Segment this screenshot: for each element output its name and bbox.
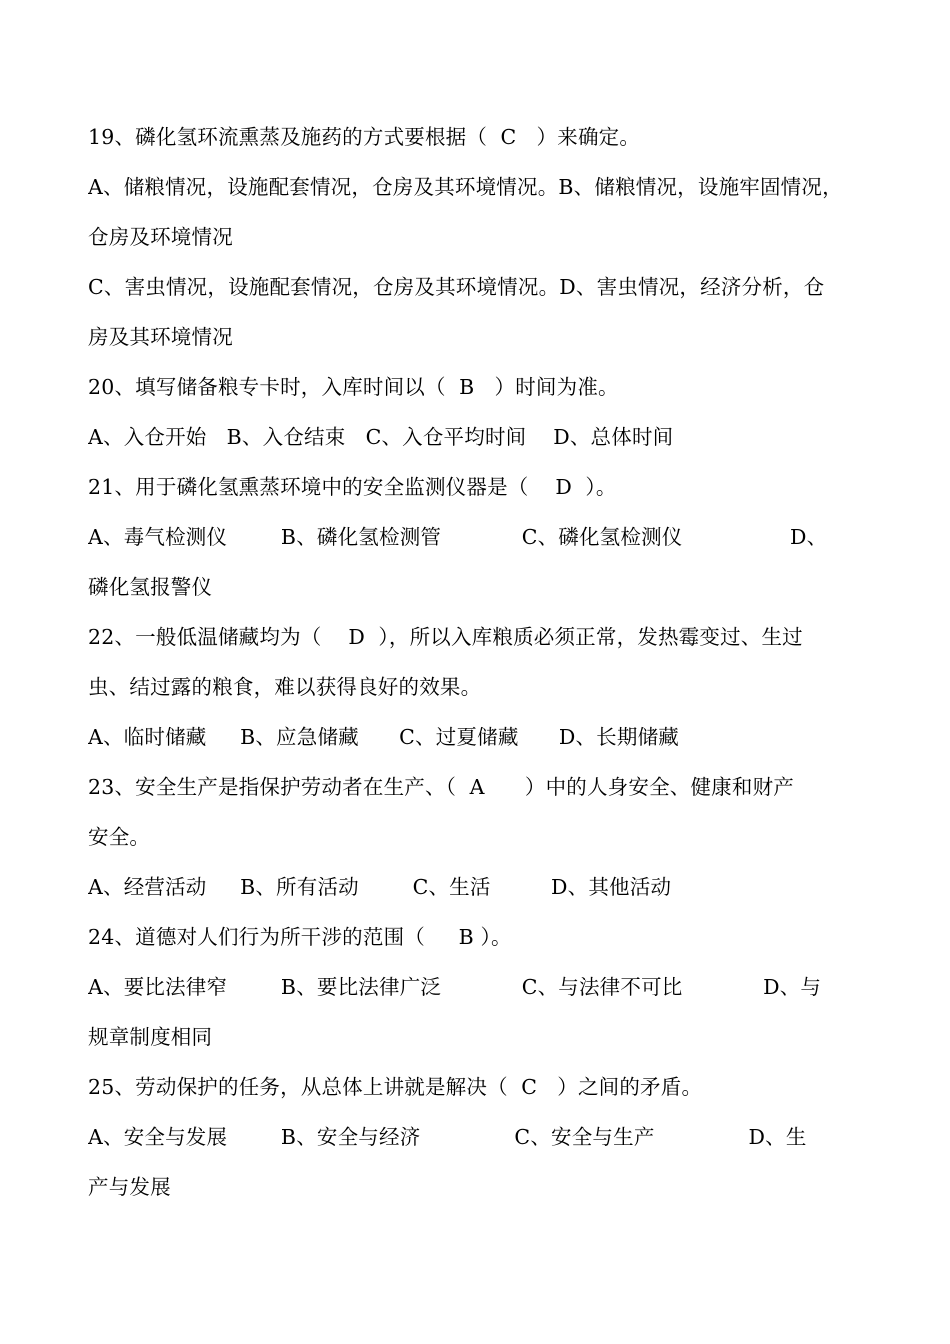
question-24-options-line-2: 规章制度相同 [88,1025,213,1049]
question-21-options-line-1: A、毒气检测仪 B、磷化氢检测管 C、磷化氢检测仪 D、 [88,525,828,549]
question-22-stem-line-1: 22、一般低温储藏均为（ D ），所以入库粮质必须正常，发热霉变过、生过 [88,625,803,649]
question-23-stem-line-1: 23、安全生产是指保护劳动者在生产、（ A ）中的人身安全、健康和财产 [88,775,794,799]
question-20-options: A、入仓开始 B、入仓结束 C、入仓平均时间 D、总体时间 [88,425,674,449]
question-25-options-line-1: A、安全与发展 B、安全与经济 C、安全与生产 D、生 [88,1125,807,1149]
question-20-stem: 20、填写储备粮专卡时，入库时间以（ B ）时间为准。 [88,375,619,399]
question-25-options-line-2: 产与发展 [88,1175,171,1199]
question-23-options: A、经营活动 B、所有活动 C、生活 D、其他活动 [88,875,672,899]
question-21-stem: 21、用于磷化氢熏蒸环境中的安全监测仪器是（ D ）。 [88,475,617,499]
question-22-stem-line-2: 虫、结过露的粮食，难以获得良好的效果。 [88,675,482,699]
question-24-options-line-1: A、要比法律窄 B、要比法律广泛 C、与法律不可比 D、与 [88,975,822,999]
question-19-options-line-4: 房及其环境情况 [88,325,233,349]
question-25-stem: 25、劳动保护的任务，从总体上讲就是解决（ C ）之间的矛盾。 [88,1075,703,1099]
question-19-stem: 19、磷化氢环流熏蒸及施药的方式要根据（ C ）来确定。 [88,125,641,149]
question-19-options-line-3: C、害虫情况，设施配套情况，仓房及其环境情况。D、害虫情况，经济分析，仓 [88,275,825,299]
question-21-options-line-2: 磷化氢报警仪 [88,575,213,599]
question-19-options-line-2: 仓房及环境情况 [88,225,233,249]
question-24-stem: 24、道德对人们行为所干涉的范围（ B ）。 [88,925,512,949]
question-23-stem-line-2: 安全。 [88,825,151,849]
document-body [88,112,868,1212]
question-22-options: A、临时储藏 B、应急储藏 C、过夏储藏 D、长期储藏 [88,725,679,749]
question-19-options-line-1: A、储粮情况，设施配套情况，仓房及其环境情况。B、储粮情况，设施牢固情况， [88,175,843,199]
